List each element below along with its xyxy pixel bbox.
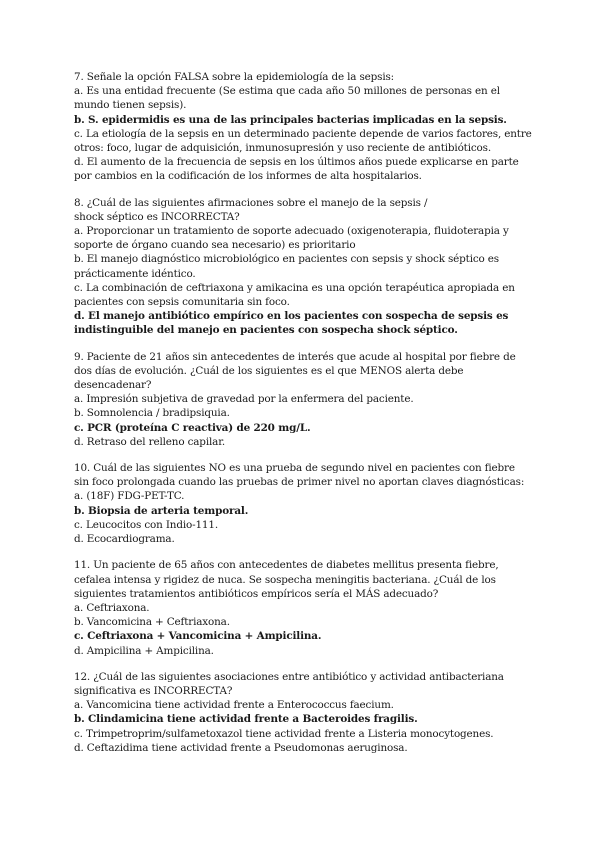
option-d-highlighted: d. El manejo antibiótico empírico en los pacientes con sospecha de sepsis es indistinguible del manejo en pacientes con sospecha shock séptico. xyxy=(74,310,509,337)
question-11 xyxy=(74,558,532,657)
option-a: a. Impresión subjetiva de gravedad por la enfermera del paciente. xyxy=(74,393,414,406)
question-10 xyxy=(74,461,532,546)
option-a: a. (18F) FDG-PET-TC. xyxy=(74,490,185,503)
option-d: d. Retraso del relleno capilar. xyxy=(74,435,226,448)
question-stem: 9. Paciente de 21 años sin antecedentes de interés que acude al hospital por fiebre de dos días de evolución. ¿Cuál de los siguientes es el que MENOS alerta debe desencadenar? xyxy=(74,350,516,392)
option-c-highlighted: c. PCR (proteína C reactiva) de 220 mg/L. xyxy=(74,421,311,434)
question-9 xyxy=(74,350,532,449)
option-d: d. Ampicilina + Ampicilina. xyxy=(74,644,214,657)
option-a: a. Proporcionar un tratamiento de soporte adecuado (oxigenoterapia, fluidoterapia y soporte de órgano cuando sea necesario) es prioritario xyxy=(74,225,509,252)
option-b-highlighted: b. Clindamicina tiene actividad frente a Bacteroides fragilis. xyxy=(74,713,418,726)
option-b: b. Vancomicina + Ceftriaxona. xyxy=(74,616,230,629)
option-c: c. Leucocitos con Indio-111. xyxy=(74,518,218,531)
question-8 xyxy=(74,196,532,338)
question-7 xyxy=(74,70,532,184)
option-a: a. Ceftriaxona. xyxy=(74,601,150,614)
question-12 xyxy=(74,670,532,755)
question-stem: 12. ¿Cuál de las siguientes asociaciones entre antibiótico y actividad antibacteriana significativa es INCORRECTA? xyxy=(74,670,504,697)
question-stem: 8. ¿Cuál de las siguientes afirmaciones sobre el manejo de la sepsis / shock séptico es INCORRECTA? xyxy=(74,196,428,223)
option-d: d. Ecocardiograma. xyxy=(74,533,175,546)
option-c: c. La combinación de ceftriaxona y amikacina es una opción terapéutica apropiada en pacientes con sepsis comunitaria sin foco. xyxy=(74,281,515,309)
option-b-highlighted: b. Biopsia de arteria temporal. xyxy=(74,504,249,517)
option-c: c. Trimpetroprim/sulfametoxazol tiene actividad frente a Listeria monocytogenes. xyxy=(74,727,494,740)
question-stem: 11. Un paciente de 65 años con antecedentes de diabetes mellitus presenta fiebre, cefalea intensa y rigidez de nuca. Se sospecha meningitis bacteriana. ¿Cuál de los siguientes tratamientos antibióticos empíricos sería el MÁS adecuado? xyxy=(74,559,499,600)
option-c: c. La etiología de la sepsis en un determinado paciente depende de varios factores, entre otros: foco, lugar de adquisición, inmunosupresión y uso reciente de antibióticos. xyxy=(74,127,532,155)
option-d: d. El aumento de la frecuencia de sepsis en los últimos años puede explicarse en parte por cambios en la codificación de los informes de alta hospitalarios. xyxy=(74,156,519,183)
option-a: a. Es una entidad frecuente (Se estima que cada año 50 millones de personas en el mundo tienen sepsis). xyxy=(74,85,500,112)
question-stem: 7. Señale la opción FALSA sobre la epidemiología de la sepsis: xyxy=(74,71,395,83)
option-d: d. Ceftazidima tiene actividad frente a Pseudomonas aeruginosa. xyxy=(74,741,408,754)
option-b-highlighted: b. S. epidermidis es una de las principales bacterias implicadas en la sepsis. xyxy=(74,113,507,126)
question-stem: 10. Cuál de las siguientes NO es una prueba de segundo nivel en pacientes con fiebre sin foco prolongada cuando las pruebas de primer nivel no aportan claves diagnósticas: xyxy=(74,462,525,489)
option-b: b. El manejo diagnóstico microbiológico en pacientes con sepsis y shock séptico es prácticamente idéntico. xyxy=(74,253,499,280)
option-b: b. Somnolencia / bradipsiquia. xyxy=(74,407,230,420)
option-c-highlighted: c. Ceftriaxona + Vancomicina + Ampicilina. xyxy=(74,630,322,643)
option-a: a. Vancomicina tiene actividad frente a Enterococcus faecium. xyxy=(74,699,394,712)
